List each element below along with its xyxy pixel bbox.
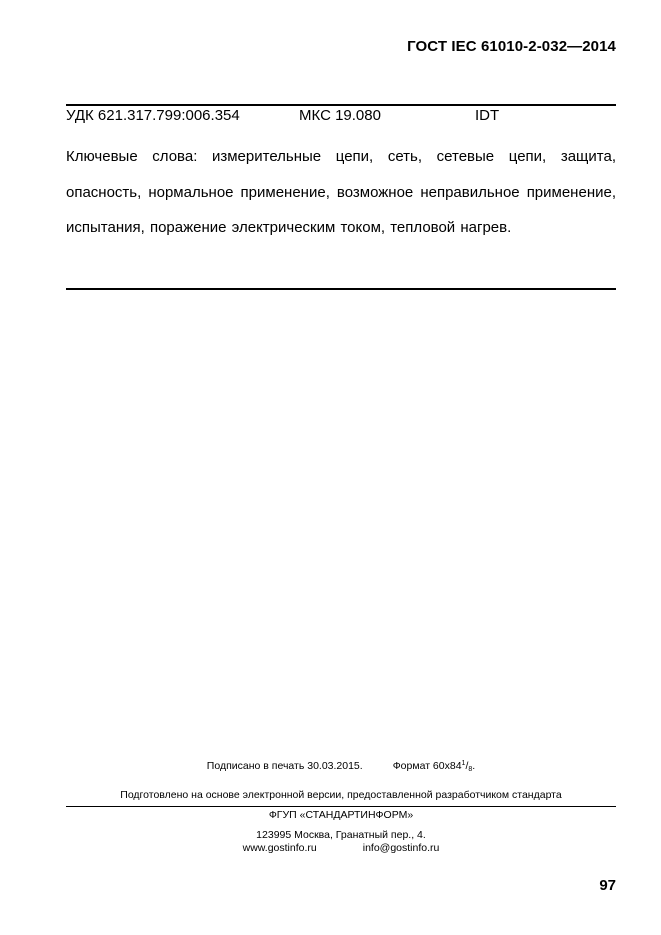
keywords-paragraph: Ключевые слова: измерительные цепи, сеть, сетевые цепи, защита, опасность, нормальное применение, возможное неправильное применение, испытания, поражение электрическим током, тепловой нагрев.	[66, 148, 616, 236]
email-link[interactable]: info@gostinfo.ru	[362, 842, 440, 854]
standard-code-header: ГОСТ IEC 61010-2-032—2014	[407, 38, 616, 55]
mks-code: МКС 19.080	[299, 107, 381, 124]
publisher-contacts	[66, 842, 616, 854]
page-number: 97	[599, 877, 616, 894]
format-sub: 8	[468, 766, 473, 773]
format-prefix: Формат 60х84	[392, 760, 462, 772]
format-sup: 1	[461, 760, 466, 767]
top-divider	[66, 104, 616, 106]
publisher-address: 123995 Москва, Гранатный пер., 4.	[256, 829, 426, 841]
idt-marker: IDT	[475, 107, 500, 124]
imprint-divider	[66, 806, 616, 807]
website-link[interactable]: www.gostinfo.ru	[242, 842, 317, 854]
format-suffix: .	[472, 760, 476, 772]
paper-format: Формат $60х84^1/_8$.	[392, 760, 476, 773]
signed-date: Подписано в печать 30.03.2015.	[206, 760, 363, 772]
udk-code: УДК 621.317.799:006.354	[66, 107, 240, 124]
print-signed-line	[66, 760, 616, 773]
bottom-divider	[66, 288, 616, 290]
prepared-note: Подготовлено на основе электронной версии, предоставленной разработчиком стандарта	[120, 789, 562, 801]
classification-line	[66, 107, 616, 127]
publisher-name: ФГУП «СТАНДАРТИНФОРМ»	[268, 809, 414, 821]
